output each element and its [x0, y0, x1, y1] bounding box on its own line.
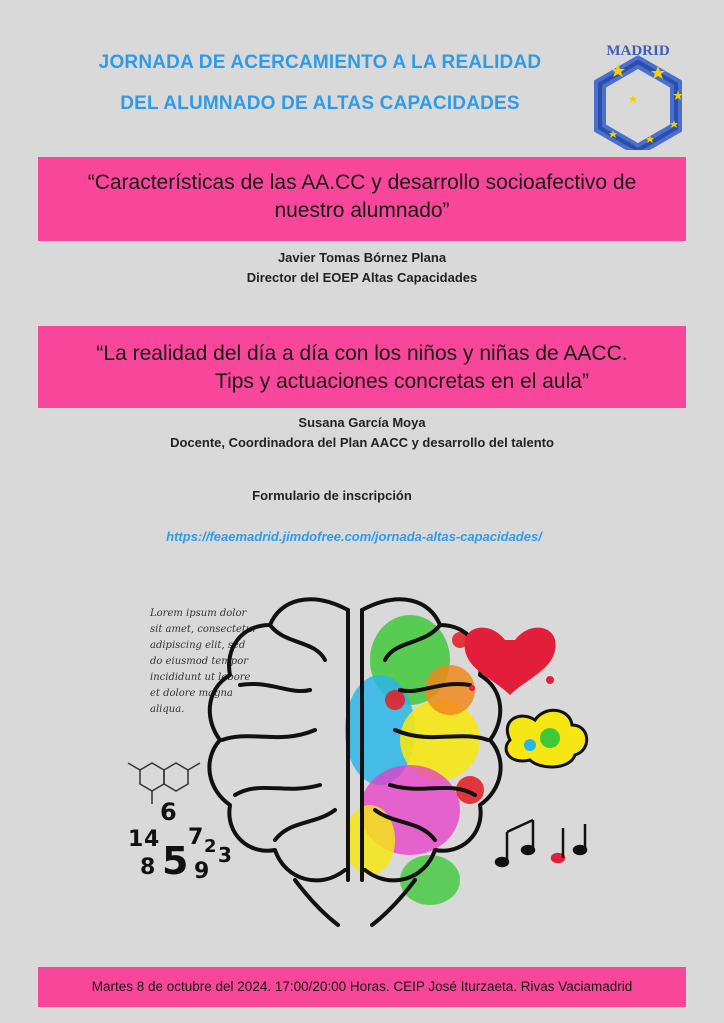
- brain-right-colors: [345, 615, 484, 905]
- lorem-line: incididunt ut labore: [150, 672, 251, 683]
- event-title-line2: DEL ALUMNADO DE ALTAS CAPACIDADES: [120, 93, 520, 114]
- talk2-title-line1: “La realidad del día a día con los niños y niñas de AACC.: [96, 342, 628, 365]
- registration-link[interactable]: https://feaemadrid.jimdofree.com/jornada-altas-capacidades/: [166, 529, 542, 544]
- digit: 4: [144, 827, 160, 852]
- heart-icon: [464, 628, 555, 695]
- talk2-title-box: [38, 326, 686, 408]
- lorem-line: aliqua.: [150, 704, 185, 715]
- digit: 3: [218, 843, 232, 867]
- digit: 8: [140, 855, 156, 880]
- talk2-speaker-role: Docente, Coordinadora del Plan AACC y desarrollo del talento: [170, 435, 554, 450]
- talk1-speaker: [0, 248, 724, 288]
- cloud-icon: [506, 710, 587, 767]
- lorem-line: Lorem ipsum dolor: [150, 608, 247, 619]
- talk1-title-box: [38, 157, 686, 241]
- music-notes-icon: [496, 820, 586, 866]
- madrid-logo: [588, 40, 688, 150]
- registration-label: Formulario de inscripción: [252, 488, 412, 503]
- talk2-speaker: [0, 413, 724, 453]
- event-title-line1: JORNADA DE ACERCAMIENTO A LA REALIDAD: [98, 52, 542, 73]
- lorem-line: adipiscing elit, sed: [150, 640, 246, 651]
- digit: 1: [128, 827, 144, 852]
- digit: 7: [188, 825, 204, 850]
- digit: 6: [160, 798, 177, 826]
- lorem-line: do eiusmod tempor: [150, 656, 248, 667]
- digits-cluster: [128, 798, 232, 884]
- lorem-text: [149, 608, 258, 715]
- talk2-speaker-name: Susana García Moya: [298, 415, 426, 430]
- digit: 5: [162, 839, 189, 883]
- logo-text: MADRID: [606, 43, 670, 59]
- talk2-title-line2: Tips y actuaciones concretas en el aula”: [215, 370, 589, 393]
- lorem-line: sit amet, consectetur: [150, 624, 258, 635]
- talk1-title-line1: “Características de las AA.CC y desarrollo socioafectivo de: [87, 171, 637, 194]
- talk1-speaker-name: Javier Tomas Bórnez Plana: [277, 250, 447, 265]
- lorem-line: et dolore magna: [150, 688, 233, 699]
- talk1-speaker-role: Director del EOEP Altas Capacidades: [246, 270, 478, 285]
- event-details-footer: Martes 8 de octubre del 2024. 17:00/20:00 Horas. CEIP José Iturzaeta. Rivas Vaciamadrid: [38, 967, 686, 1007]
- digit: 2: [204, 836, 217, 857]
- talk1-title-line2: nuestro alumnado”: [274, 199, 450, 222]
- brain-illustration: [110, 580, 610, 940]
- digit: 9: [194, 859, 210, 884]
